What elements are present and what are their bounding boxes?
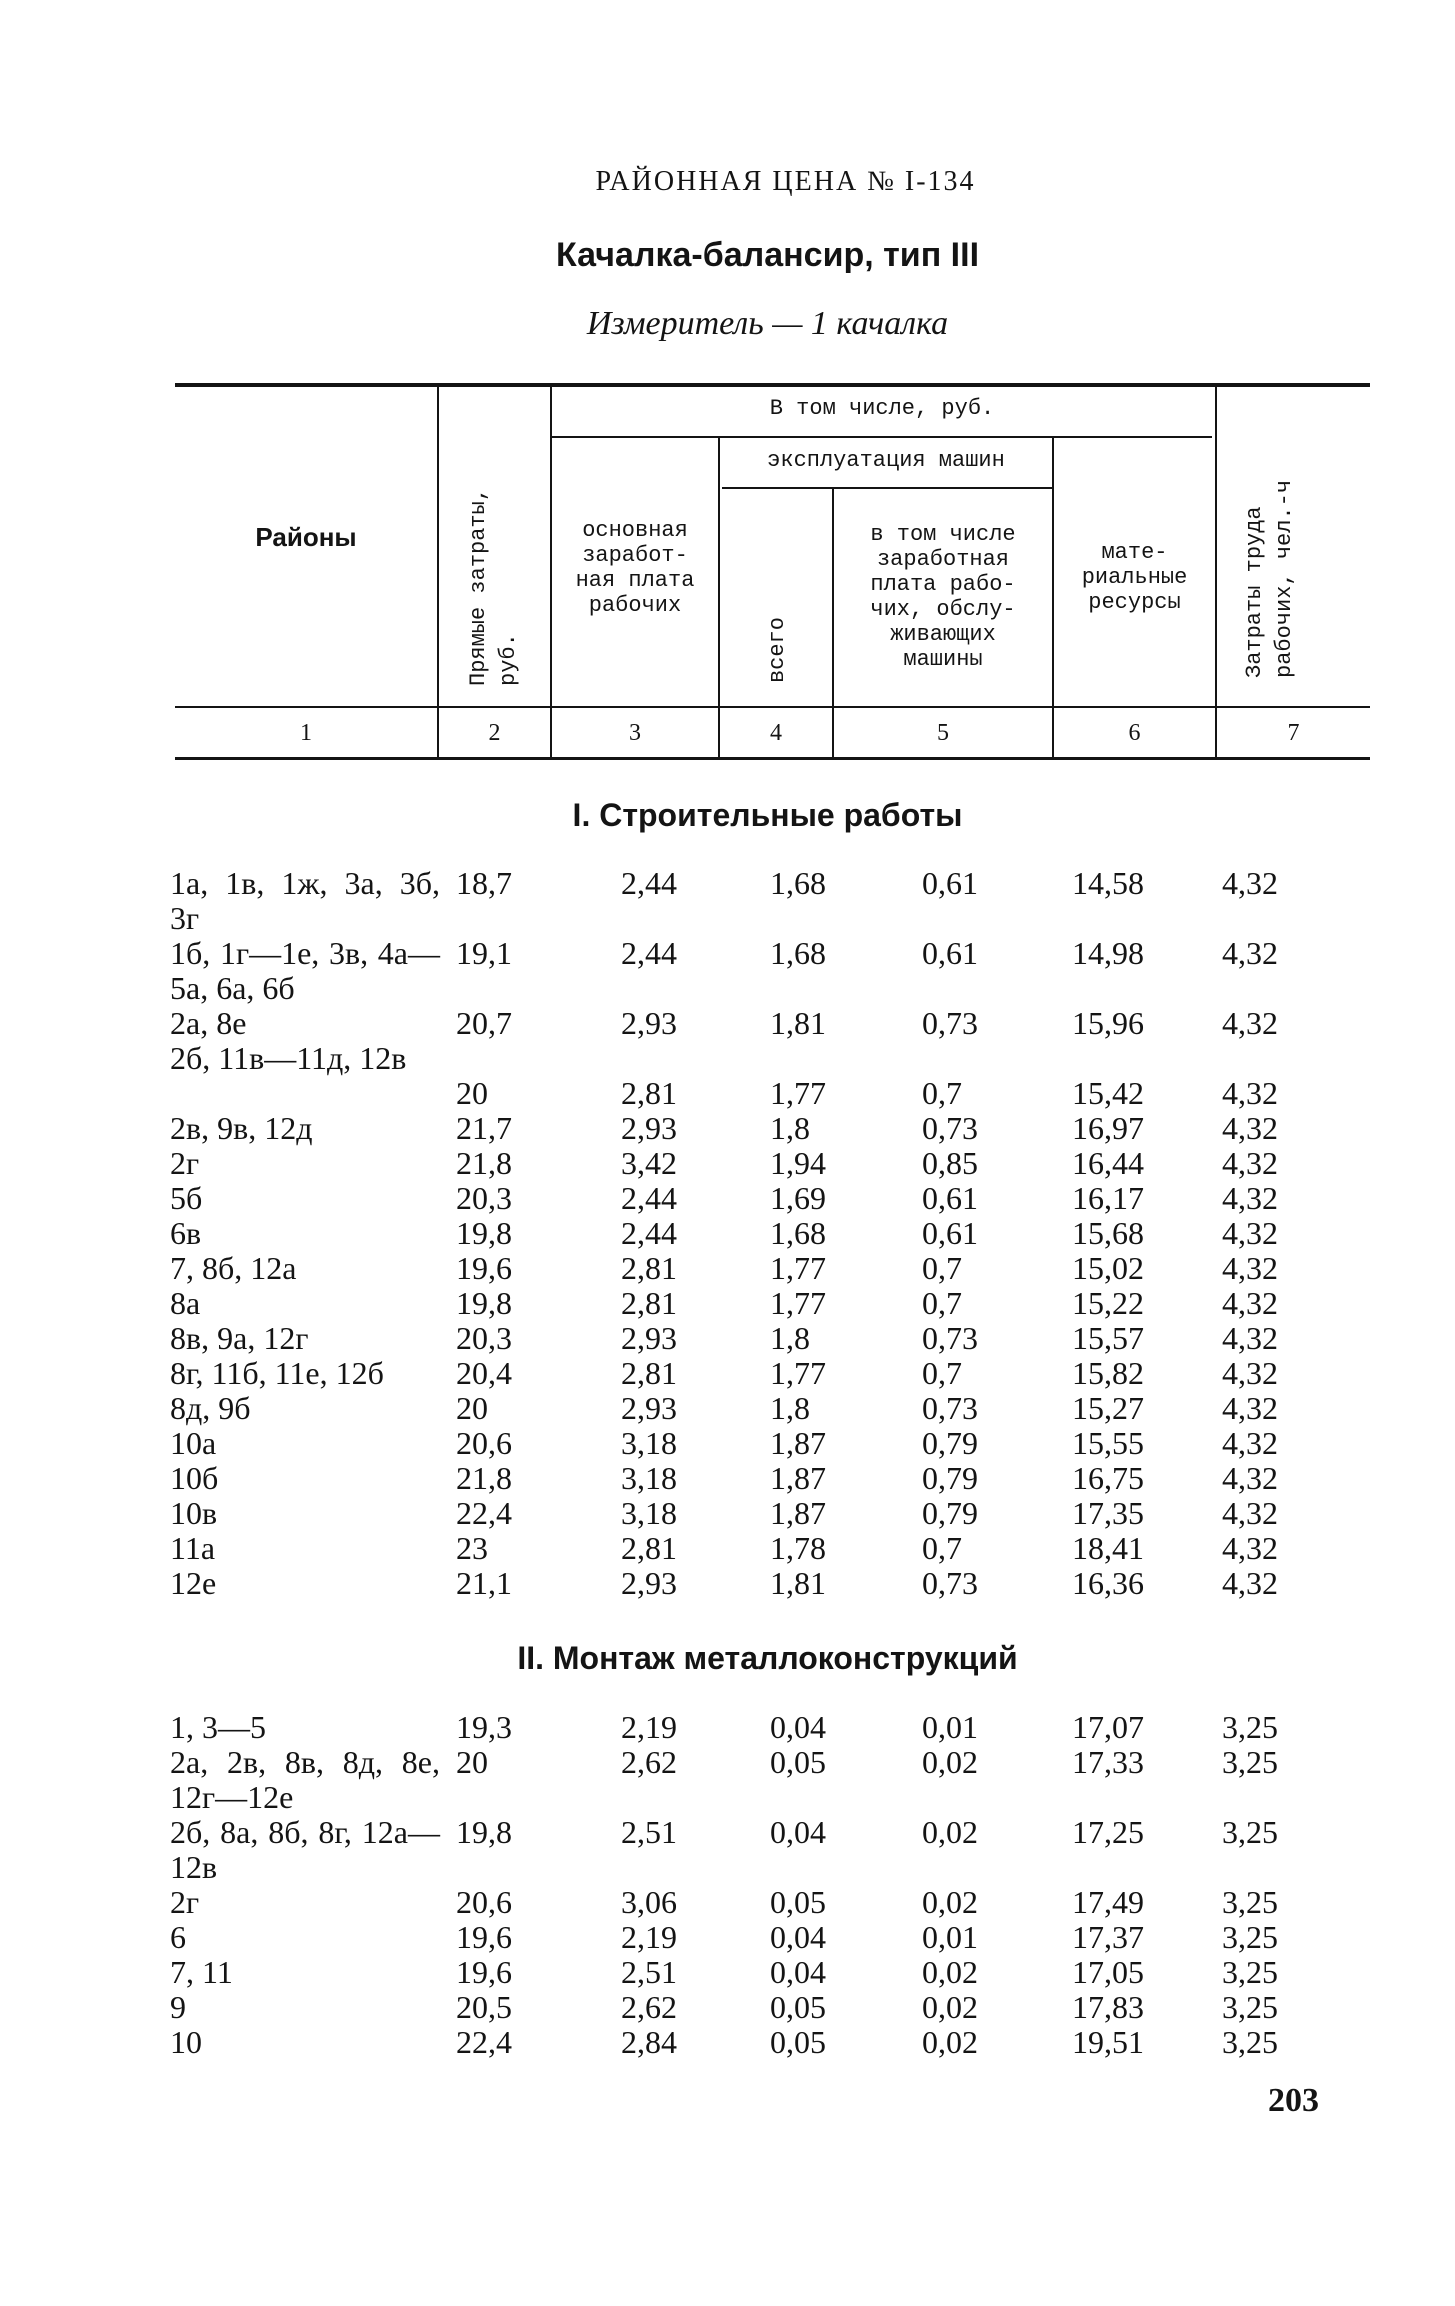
region-cell: 8д, 9б [170,1390,251,1426]
wage-cell: 3,18 [621,1425,677,1461]
header-materials: мате- риальные ресурсы [1081,540,1188,615]
region-cell: 8а [170,1285,201,1321]
wage-cell: 2,51 [621,1814,677,1850]
wage-cell: 3,18 [621,1460,677,1496]
materials-cell: 15,82 [1072,1355,1144,1391]
region-cell: 10б [170,1460,219,1496]
table-row [0,1531,1455,1566]
region-cell: 5б [170,1180,203,1216]
header-including: В том числе, руб. [769,396,995,421]
direct-cell: 20 [456,1390,488,1426]
labor-cell: 4,32 [1222,1530,1278,1566]
mach-wage-cell: 0,73 [922,1110,978,1146]
materials-cell: 17,05 [1072,1954,1144,1990]
materials-cell: 16,44 [1072,1145,1144,1181]
mach-wage-cell: 0,02 [922,1954,978,1990]
labor-cell: 3,25 [1222,1989,1278,2025]
materials-cell: 16,97 [1072,1110,1144,1146]
wage-cell: 2,93 [621,1005,677,1041]
table-row [0,1146,1455,1181]
header-machine-ops: эксплуатация машин [767,448,1005,473]
mach-wage-cell: 0,61 [922,935,978,971]
wage-cell: 2,44 [621,1180,677,1216]
materials-cell: 15,96 [1072,1005,1144,1041]
table-row [0,1461,1455,1496]
materials-cell: 17,83 [1072,1989,1144,2025]
labor-cell: 3,25 [1222,1919,1278,1955]
labor-cell: 4,32 [1222,1495,1278,1531]
direct-cell: 20,5 [456,1989,512,2025]
labor-cell: 4,32 [1222,1320,1278,1356]
colnum-1: 1 [300,720,312,746]
mach-wage-cell: 0,02 [922,1814,978,1850]
wage-cell: 3,18 [621,1495,677,1531]
region-cell: 8г, 11б, 11е, 12б [170,1355,384,1391]
wage-cell: 2,44 [621,865,677,901]
mach-total-cell: 1,78 [770,1530,826,1566]
table-row [0,1356,1455,1391]
labor-cell: 3,25 [1222,1814,1278,1850]
header-base-wage: основная заработ- ная плата рабочих [575,518,695,618]
labor-cell: 4,32 [1222,1180,1278,1216]
mach-total-cell: 1,77 [770,1285,826,1321]
machine-underline [722,487,1052,489]
colnum-7: 7 [1287,720,1300,746]
wage-cell: 2,62 [621,1744,677,1780]
wage-cell: 2,44 [621,935,677,971]
direct-cell: 20 [456,1075,488,1111]
header-labor-costs: Затраты труда рабочих, чел.-ч [1242,479,1297,678]
section-title-construction: I. Строительные работы [572,797,963,833]
mach-total-cell: 1,69 [770,1180,826,1216]
mach-total-cell: 1,87 [770,1460,826,1496]
direct-cell: 23 [456,1530,488,1566]
table-row [0,1216,1455,1251]
table-row [0,1321,1455,1356]
mach-total-cell: 0,04 [770,1919,826,1955]
table-row [0,1955,1455,1990]
header-regions: Районы [255,522,357,552]
colnum-3: 3 [629,720,641,746]
direct-cell: 21,7 [456,1110,512,1146]
mach-total-cell: 0,04 [770,1709,826,1745]
direct-cell: 19,8 [456,1285,512,1321]
materials-cell: 16,75 [1072,1460,1144,1496]
materials-cell: 16,17 [1072,1180,1144,1216]
mach-total-cell: 0,05 [770,1884,826,1920]
wage-cell: 2,44 [621,1215,677,1251]
labor-cell: 4,32 [1222,935,1278,971]
direct-cell: 20,6 [456,1884,512,1920]
labor-cell: 3,25 [1222,1954,1278,1990]
region-cell: 10в [170,1495,218,1531]
mach-total-cell: 1,68 [770,935,826,971]
mach-total-cell: 1,77 [770,1355,826,1391]
direct-cell: 20,3 [456,1180,512,1216]
direct-cell: 19,8 [456,1814,512,1850]
wage-cell: 2,81 [621,1530,677,1566]
materials-cell: 17,35 [1072,1495,1144,1531]
wage-cell: 2,93 [621,1110,677,1146]
mach-wage-cell: 0,73 [922,1565,978,1601]
table-row [0,866,1455,936]
mach-wage-cell: 0,61 [922,865,978,901]
mach-total-cell: 0,04 [770,1814,826,1850]
region-cell: 9 [170,1989,186,2025]
materials-cell: 15,68 [1072,1215,1144,1251]
page-number: 203 [1268,2082,1319,2119]
table-row [0,1111,1455,1146]
mach-total-cell: 1,81 [770,1565,826,1601]
materials-cell: 15,27 [1072,1390,1144,1426]
materials-cell: 16,36 [1072,1565,1144,1601]
labor-cell: 4,32 [1222,1110,1278,1146]
header-bottom-rule [175,706,1370,708]
direct-cell: 21,8 [456,1145,512,1181]
colnum-2: 2 [488,720,501,746]
direct-cell: 20,7 [456,1005,512,1041]
materials-cell: 17,25 [1072,1814,1144,1850]
mach-total-cell: 1,77 [770,1250,826,1286]
table-row [0,1426,1455,1461]
header-machine-total: всего [765,617,790,684]
including-underline [552,436,1212,438]
mach-wage-cell: 0,85 [922,1145,978,1181]
mach-total-cell: 0,05 [770,1989,826,2025]
labor-cell: 4,32 [1222,1565,1278,1601]
region-cell: 10 [170,2024,202,2060]
direct-cell: 22,4 [456,1495,512,1531]
construction-table-body [0,866,1455,1601]
metal-assembly-table-body [0,1710,1455,2060]
colnum-5: 5 [937,720,949,746]
mach-total-cell: 1,68 [770,865,826,901]
mach-wage-cell: 0,79 [922,1425,978,1461]
region-cell: 7, 8б, 12а [170,1250,297,1286]
mach-total-cell: 1,81 [770,1005,826,1041]
wage-cell: 2,93 [621,1565,677,1601]
mach-total-cell: 0,05 [770,2024,826,2060]
region-cell: 2а, 8е [170,1005,247,1041]
mach-wage-cell: 0,61 [922,1215,978,1251]
mach-wage-cell: 0,73 [922,1320,978,1356]
mach-wage-cell: 0,61 [922,1180,978,1216]
mach-total-cell: 0,04 [770,1954,826,1990]
mach-wage-cell: 0,79 [922,1495,978,1531]
labor-cell: 3,25 [1222,1884,1278,1920]
header-machine-wage: в том числе заработная плата рабо- чих, обслу- живающих машины [870,522,1016,672]
region-cell: 10а [170,1425,217,1461]
mach-wage-cell: 0,79 [922,1460,978,1496]
mach-total-cell: 1,68 [770,1215,826,1251]
direct-cell: 20 [456,1744,488,1780]
region-cell: 1б, 1г—1е, 3в, 4а—5а, 6а, 6б [170,935,440,1006]
materials-cell: 15,42 [1072,1075,1144,1111]
labor-cell: 4,32 [1222,1355,1278,1391]
table-row [0,1885,1455,1920]
labor-cell: 4,32 [1222,1215,1278,1251]
col-divider-6 [1215,387,1217,757]
labor-cell: 4,32 [1222,1425,1278,1461]
materials-cell: 15,22 [1072,1285,1144,1321]
mach-wage-cell: 0,02 [922,1989,978,2025]
region-cell: 6 [170,1919,186,1955]
wage-cell: 2,93 [621,1390,677,1426]
mach-total-cell: 1,77 [770,1075,826,1111]
materials-cell: 19,51 [1072,2024,1144,2060]
materials-cell: 17,33 [1072,1744,1144,1780]
table-row [0,2025,1455,2060]
region-cell: 2б, 8а, 8б, 8г, 12а—12в [170,1814,440,1885]
mach-wage-cell: 0,7 [922,1075,962,1111]
materials-cell: 14,58 [1072,865,1144,901]
table-row [0,1566,1455,1601]
materials-cell: 17,49 [1072,1884,1144,1920]
wage-cell: 2,62 [621,1989,677,2025]
direct-cell: 19,1 [456,935,512,971]
table-row [0,1745,1455,1815]
labor-cell: 4,32 [1222,1250,1278,1286]
materials-cell: 17,07 [1072,1709,1144,1745]
table-row [0,1006,1455,1041]
table-row [0,1286,1455,1321]
region-cell: 1, 3—5 [170,1709,266,1745]
materials-cell: 15,55 [1072,1425,1144,1461]
document-title: Качалка-балансир, тип III [555,236,980,274]
mach-wage-cell: 0,02 [922,2024,978,2060]
direct-cell: 19,6 [456,1954,512,1990]
table-row [0,1181,1455,1216]
region-cell: 7, 11 [170,1954,233,1990]
labor-cell: 4,32 [1222,1005,1278,1041]
table-row [0,1990,1455,2025]
mach-total-cell: 0,05 [770,1744,826,1780]
materials-cell: 14,98 [1072,935,1144,971]
table-top-rule [175,383,1370,387]
wage-cell: 2,19 [621,1709,677,1745]
table-row [0,1041,1455,1111]
mach-wage-cell: 0,02 [922,1744,978,1780]
mach-wage-cell: 0,02 [922,1884,978,1920]
region-cell: 1а, 1в, 1ж, 3а, 3б, 3г [170,865,440,936]
materials-cell: 18,41 [1072,1530,1144,1566]
labor-cell: 3,25 [1222,1709,1278,1745]
materials-cell: 15,02 [1072,1250,1144,1286]
region-cell: 12е [170,1565,217,1601]
wage-cell: 2,19 [621,1919,677,1955]
wage-cell: 2,51 [621,1954,677,1990]
price-header: РАЙОННАЯ ЦЕНА № I-134 [595,166,976,197]
table-row [0,1815,1455,1885]
region-cell: 2а, 2в, 8в, 8д, 8е, 12г—12е [170,1744,440,1815]
table-row [0,1251,1455,1286]
region-cell: 2г [170,1145,200,1181]
col-divider-3 [718,438,720,757]
colnum-6: 6 [1128,720,1141,746]
region-cell: 2г [170,1884,200,1920]
wage-cell: 3,42 [621,1145,677,1181]
labor-cell: 4,32 [1222,865,1278,901]
table-row [0,1391,1455,1426]
wage-cell: 2,81 [621,1355,677,1391]
table-row [0,936,1455,1006]
mach-total-cell: 1,8 [770,1110,810,1146]
mach-wage-cell: 0,01 [922,1709,978,1745]
materials-cell: 17,37 [1072,1919,1144,1955]
region-cell: 8в, 9а, 12г [170,1320,309,1356]
direct-cell: 20,3 [456,1320,512,1356]
wage-cell: 2,93 [621,1320,677,1356]
wage-cell: 3,06 [621,1884,677,1920]
mach-total-cell: 1,8 [770,1320,810,1356]
header-direct-costs: Прямые затраты, руб. [466,487,521,686]
mach-total-cell: 1,87 [770,1425,826,1461]
direct-cell: 20,4 [456,1355,512,1391]
direct-cell: 19,3 [456,1709,512,1745]
colnum-bottom-rule [175,757,1370,760]
colnum-4: 4 [770,720,782,746]
region-cell: 6в [170,1215,202,1251]
mach-wage-cell: 0,73 [922,1005,978,1041]
mach-total-cell: 1,8 [770,1390,810,1426]
direct-cell: 21,1 [456,1565,512,1601]
region-cell: 2в, 9в, 12д [170,1110,313,1146]
table-row [0,1710,1455,1745]
direct-cell: 18,7 [456,865,512,901]
labor-cell: 4,32 [1222,1075,1278,1111]
table-row [0,1920,1455,1955]
direct-cell: 21,8 [456,1460,512,1496]
direct-cell: 22,4 [456,2024,512,2060]
wage-cell: 2,81 [621,1285,677,1321]
direct-cell: 19,6 [456,1250,512,1286]
region-cell: 11а [170,1530,216,1566]
mach-wage-cell: 0,01 [922,1919,978,1955]
labor-cell: 3,25 [1222,1744,1278,1780]
wage-cell: 2,81 [621,1075,677,1111]
labor-cell: 4,32 [1222,1390,1278,1426]
mach-wage-cell: 0,7 [922,1530,962,1566]
direct-cell: 19,6 [456,1919,512,1955]
wage-cell: 2,84 [621,2024,677,2060]
materials-cell: 15,57 [1072,1320,1144,1356]
wage-cell: 2,81 [621,1250,677,1286]
region-cell: 2б, 11в—11д, 12в [170,1040,407,1076]
section-title-metal-assembly: II. Монтаж металлоконструкций [517,1640,1018,1676]
direct-cell: 19,8 [456,1215,512,1251]
col-divider-1 [437,387,439,757]
labor-cell: 4,32 [1222,1285,1278,1321]
mach-total-cell: 1,87 [770,1495,826,1531]
labor-cell: 4,32 [1222,1145,1278,1181]
direct-cell: 20,6 [456,1425,512,1461]
measure-unit: Измеритель — 1 качалка [586,305,949,342]
mach-total-cell: 1,94 [770,1145,826,1181]
mach-wage-cell: 0,7 [922,1285,962,1321]
mach-wage-cell: 0,7 [922,1250,962,1286]
labor-cell: 3,25 [1222,2024,1278,2060]
mach-wage-cell: 0,7 [922,1355,962,1391]
table-row [0,1496,1455,1531]
labor-cell: 4,32 [1222,1460,1278,1496]
mach-wage-cell: 0,73 [922,1390,978,1426]
